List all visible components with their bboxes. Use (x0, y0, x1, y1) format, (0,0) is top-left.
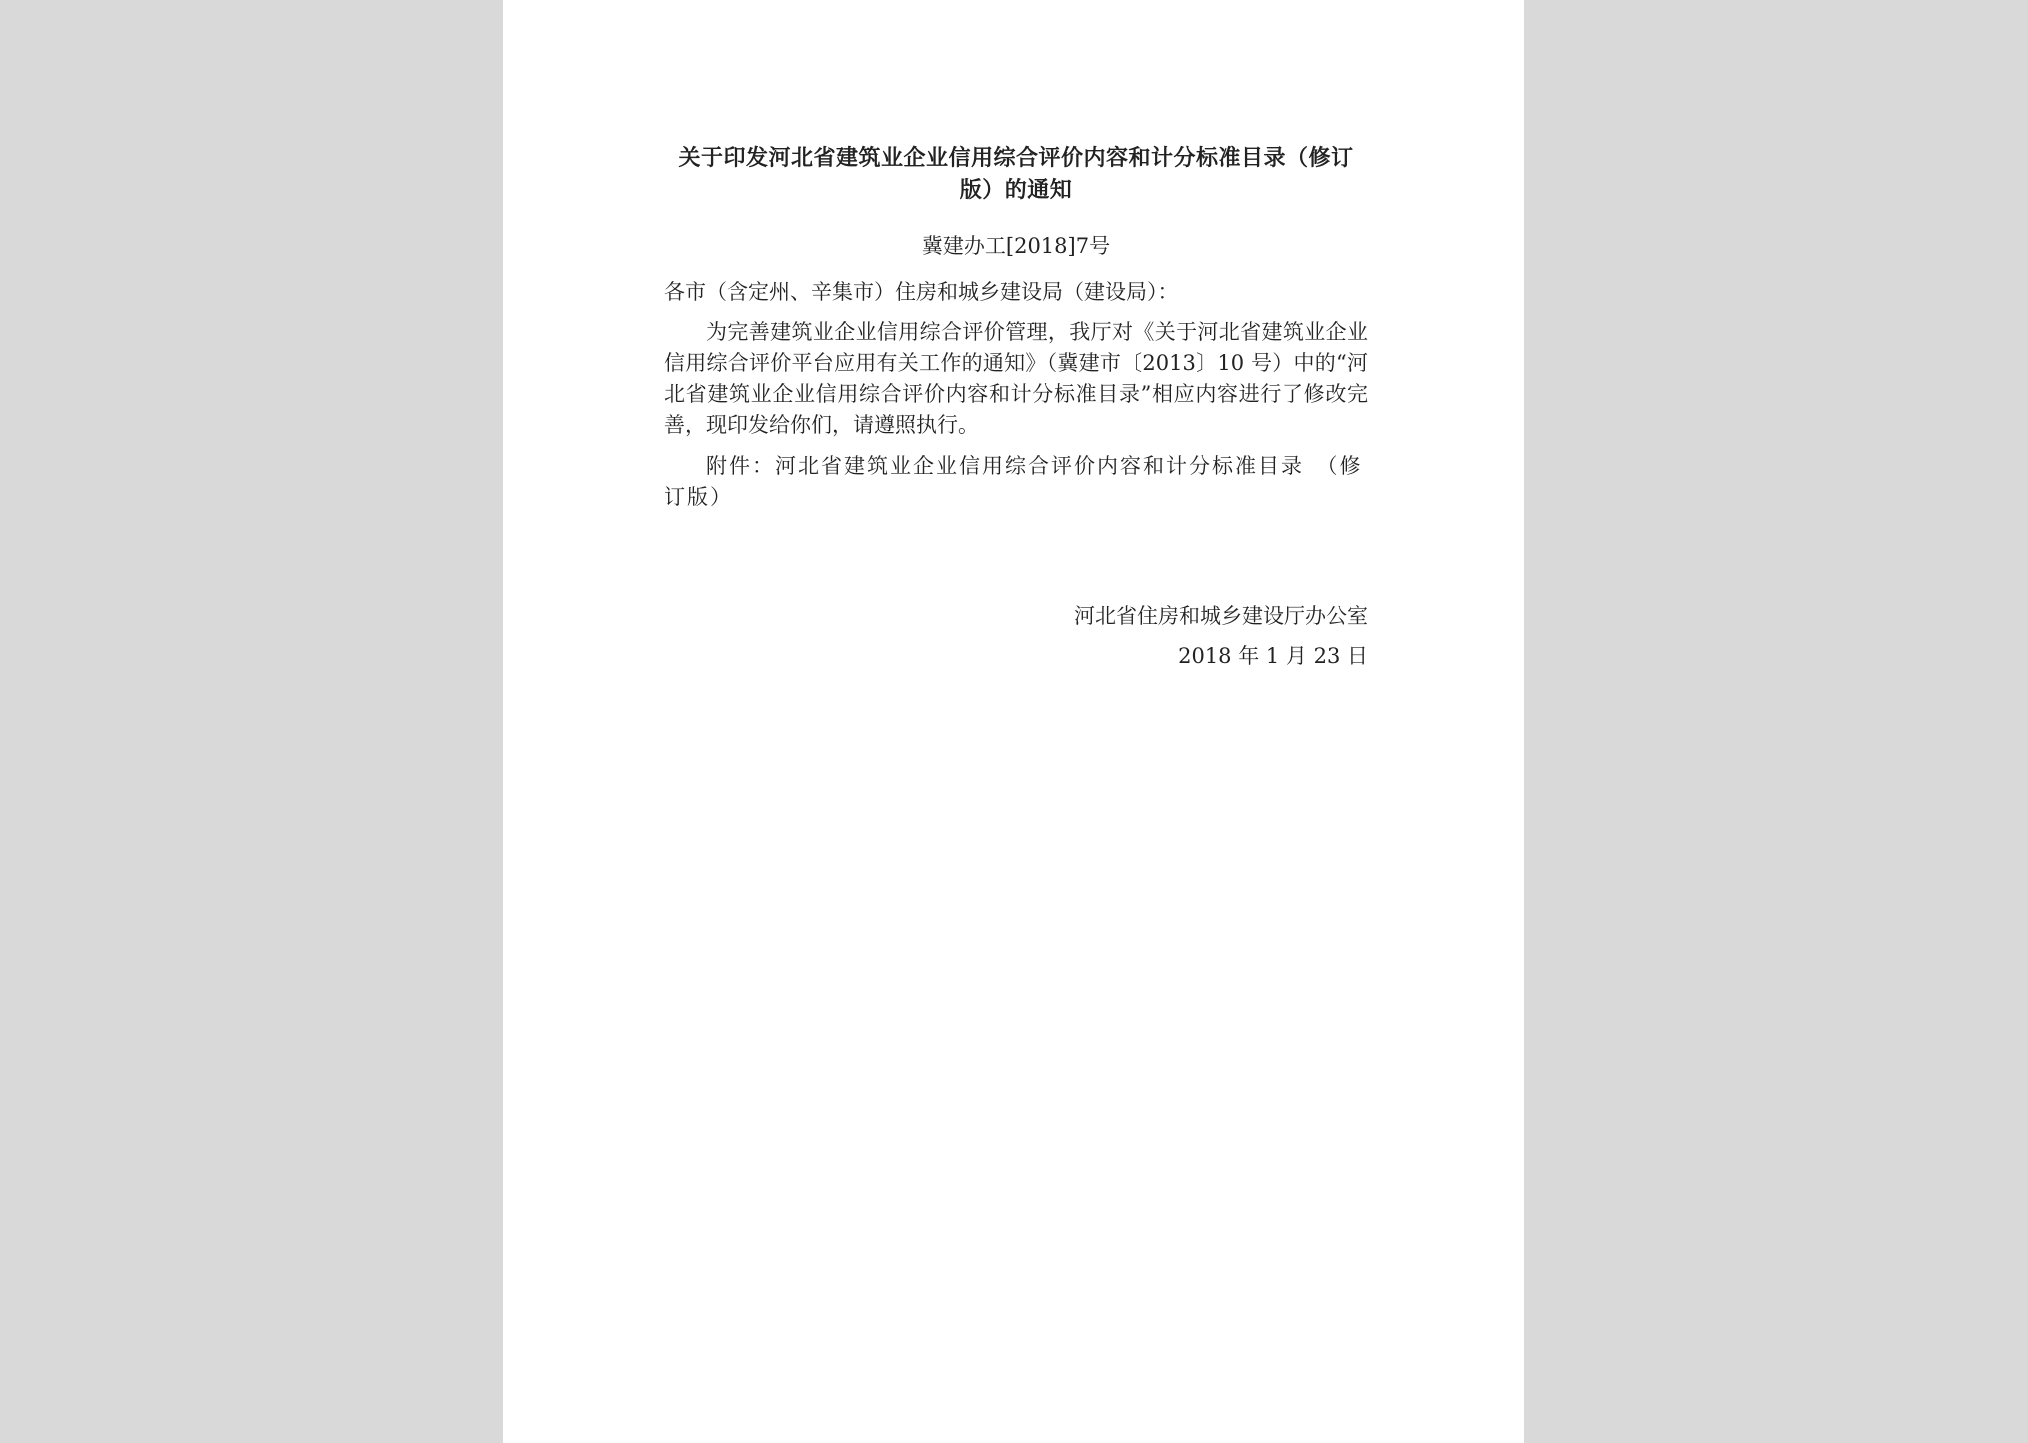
document-number: 冀建办工[2018]7号 (921, 234, 1111, 258)
document-page (503, 0, 1524, 1443)
document-title: 关于印发河北省建筑业企业信用综合评价内容和计分标准目录（修订版）的通知 (678, 146, 1354, 203)
body-paragraph: 为完善建筑业企业信用综合评价管理，我厅对《关于河北省建筑业企业信用综合评价平台应用有关工作的通知》（冀建市〔2013〕10 号）中的“河北省建筑业企业信用综合评价内容和计分标准目录”相应内容进行了修改完善，现印发给你们，请遵照执行。 (664, 320, 1368, 437)
addressee-line: 各市（含定州、辛集市）住房和城乡建设局（建设局）： (664, 280, 1179, 304)
signature-date: 2018 年 1 月 23 日 (1178, 644, 1368, 668)
attachment-line: 附件：河北省建筑业企业信用综合评价内容和计分标准目录 （修订版） (664, 454, 1363, 509)
page-content (664, 143, 1368, 671)
signature-organization: 河北省住房和城乡建设厅办公室 (1074, 604, 1368, 628)
